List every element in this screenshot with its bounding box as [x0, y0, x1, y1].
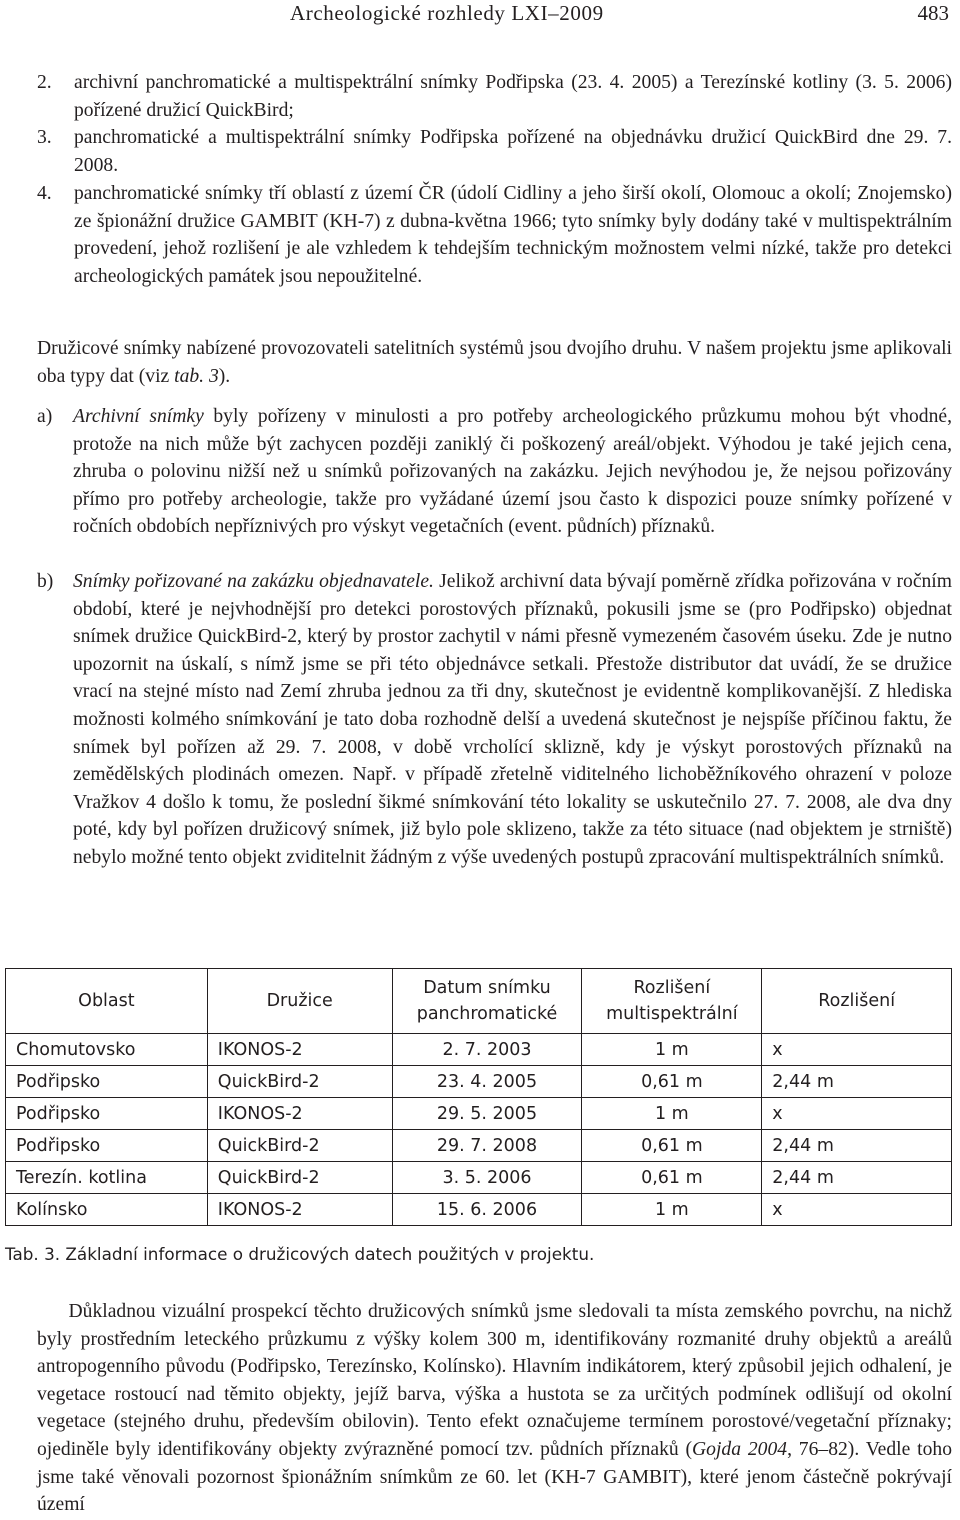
table-reference: tab. 3: [174, 365, 219, 387]
cell-rozliseni: 2,44 m: [762, 1130, 952, 1162]
cell-datum: 2. 7. 2003: [392, 1034, 582, 1066]
citation: Gojda 2004: [692, 1438, 788, 1460]
cell-rozliseni-multi: 1 m: [582, 1034, 762, 1066]
cell-druzice: IKONOS-2: [207, 1194, 392, 1226]
table-row: [6, 1098, 952, 1130]
satellite-data-table: [5, 968, 952, 1226]
header-rozliseni-multi: Rozlišení multispektrální: [582, 969, 762, 1034]
cell-rozliseni: x: [762, 1194, 952, 1226]
final-paragraph: [37, 1298, 952, 1519]
cell-datum: 3. 5. 2006: [392, 1162, 582, 1194]
table-row: [6, 1130, 952, 1162]
intro-paragraph: [37, 335, 952, 390]
item-text: Jelikož archivní data bývají poměrně zřídka pořizována v ročním období, které je nejvhodnější pro detekci porostových příznaků, pokusili jsme se (pro Podřipsko) objednat snímek družice QuickBird-2, který by prostor zachytil v námi přesně vymezeném časovém úseku. Zde je nutno upozornit na úskalí, s nímž jsme se při této objednávce setkali. Přestože distributor dat uvádí, že se družice vrací na stejné místo nad Zemí zhruba jednou za tři dny, skutečnost je evidentně komplikovanější. Z hlediska možnosti kolmého snímkování je tato doba rozhodně delší a uvedená skutečnost je nejspíše příčinou faktu, že snímek byl pořízen až 29. 7. 2008, v době vrcholící sklizně, kdy je výskyt porostových příznaků na zemědělských plodinách omezen. Např. v případě zřetelně viditelného lichoběžníkového ohrazení v poloze Vražkov 4 došlo k tomu, že poslední šikmé snímkování této lokality se uskutečnilo 27. 7. 2008, ale dva dny poté, kdy byl pořízen družicový snímek, již bylo pole sklizeno, takže za této situace (nad objektem je strniště) nebylo možné tento objekt zviditelnit žádným z výše uvedených postupů zpracování multispektrálních snímků.: [73, 571, 952, 868]
table-row: [6, 1162, 952, 1194]
cell-druzice: QuickBird-2: [207, 1066, 392, 1098]
intro-text: Družicové snímky nabízené provozovateli satelitních systémů jsou dvojího druhu. V našem projektu jsme aplikovali oba typy dat (viz: [37, 338, 952, 387]
cell-datum: 29. 5. 2005: [392, 1098, 582, 1130]
cell-datum: 29. 7. 2008: [392, 1130, 582, 1162]
header-datum: Datum snímku panchromatické: [392, 969, 582, 1034]
cell-rozliseni: x: [762, 1034, 952, 1066]
cell-oblast: Podřipsko: [6, 1066, 208, 1098]
final-text: Důkladnou vizuální prospekcí těchto družicových snímků jsme sledovali ta místa zemského povrchu, na nichž byly prostředním leteckého průzkumu z výšky kolem 300 m, identifikovány rozmanité druhy objektů a areálů antropogenního původu (Podřipsko, Terezínsko, Kolínsko). Hlavním indikátorem, který způsobil jejich odhalení, je vegetace rostoucí nad těmito objekty, jejíž barva, výška a hustota se za určitých podmínek odlišují od okolní vegetace (stejného druhu, především obilovin). Tento efekt označujeme termínem porostové/vegetační příznaky; ojediněle byly identifikovány objekty zvýrazněné pomocí tzv. půdních příznaků (: [37, 1301, 952, 1460]
cell-datum: 15. 6. 2006: [392, 1194, 582, 1226]
list-item: [37, 69, 952, 124]
cell-oblast: Chomutovsko: [6, 1034, 208, 1066]
running-header: [0, 0, 960, 30]
cell-rozliseni-multi: 0,61 m: [582, 1130, 762, 1162]
cell-datum: 23. 4. 2005: [392, 1066, 582, 1098]
cell-rozliseni: 2,44 m: [762, 1066, 952, 1098]
cell-rozliseni-multi: 0,61 m: [582, 1066, 762, 1098]
cell-rozliseni: 2,44 m: [762, 1162, 952, 1194]
table-header-row: [6, 969, 952, 1034]
list-number: 2.: [37, 72, 52, 93]
journal-running-head: Archeologické rozhledy LXI–2009: [290, 1, 604, 25]
table-row: [6, 1066, 952, 1098]
page-number: 483: [917, 1, 949, 25]
header-druzice: Družice: [207, 969, 392, 1034]
cell-rozliseni-multi: 0,61 m: [582, 1162, 762, 1194]
cell-oblast: Terezín. kotlina: [6, 1162, 208, 1194]
item-term: Archivní snímky: [73, 406, 204, 427]
cell-rozliseni: x: [762, 1098, 952, 1130]
table-row: [6, 1194, 952, 1226]
table-row: [6, 1034, 952, 1066]
intro-text-end: ).: [218, 365, 231, 387]
list-item-b: [37, 568, 952, 872]
cell-oblast: Podřipsko: [6, 1098, 208, 1130]
cell-rozliseni-multi: 1 m: [582, 1194, 762, 1226]
header-oblast: Oblast: [6, 969, 208, 1034]
header-rozliseni: Rozlišení: [762, 969, 952, 1034]
item-text: byly pořízeny v minulosti a pro potřeby archeologického průzkumu mohou být vhodné, protože na nich může být zachycen později zaniklý či poškozený areál/objekt. Výhodou je také jejich cena, zhruba o polovinu nižší než u snímků pořizovaných na zakázku. Jejich nevýhodou je, že nejsou pořizovány přímo pro potřeby archeologie, takže pro vyžádané území jsou často k dispozici pouze snímky pořízené v ročních obdobích nepříznivých pro výskyt vegetačních (event. půdních) příznaků.: [73, 406, 952, 538]
list-item-a: [37, 403, 952, 541]
cell-druzice: QuickBird-2: [207, 1162, 392, 1194]
table-caption: Tab. 3. Základní informace o družicových datech použitých v projektu.: [5, 1244, 595, 1264]
cell-druzice: IKONOS-2: [207, 1034, 392, 1066]
final-text-end: , 76–82). Vedle toho jsme také věnovali pozornost špionážním snímkům ze 60. let (KH-7 GAMBIT), které jenom částečně pokrývají území: [37, 1438, 952, 1516]
list-number: 4.: [37, 183, 52, 204]
cell-rozliseni-multi: 1 m: [582, 1098, 762, 1130]
cell-oblast: Kolínsko: [6, 1194, 208, 1226]
list-number: 3.: [37, 127, 52, 148]
item-label: b): [37, 571, 54, 592]
cell-druzice: QuickBird-2: [207, 1130, 392, 1162]
list-item: [37, 124, 952, 179]
list-text: panchromatické snímky tří oblastí z území ČR (údolí Cidliny a jeho širší okolí, Olomouc a okolí; Znojemsko) ze špionážní družice GAMBIT (KH-7) z dubna-května 1966; tyto snímky byly dodány také v multispektrálním provedení, jehož rozlišení je ale vzhledem k tehdejším technickým možnostem velmi nízké, takže pro detekci archeologických památek jsou nepoužitelné.: [74, 183, 952, 287]
list-text: archivní panchromatické a multispektrální snímky Podřipska (23. 4. 2005) a Terezínské kotliny (3. 5. 2006) pořízené družicí QuickBird;: [74, 72, 952, 121]
item-label: a): [37, 406, 53, 427]
cell-druzice: IKONOS-2: [207, 1098, 392, 1130]
cell-oblast: Podřipsko: [6, 1130, 208, 1162]
list-item: [37, 180, 952, 290]
list-text: panchromatické a multispektrální snímky Podřipska pořízené na objednávku družicí QuickBird dne 29. 7. 2008.: [74, 127, 952, 176]
item-term: Snímky pořizované na zakázku objednavatele.: [73, 571, 434, 592]
